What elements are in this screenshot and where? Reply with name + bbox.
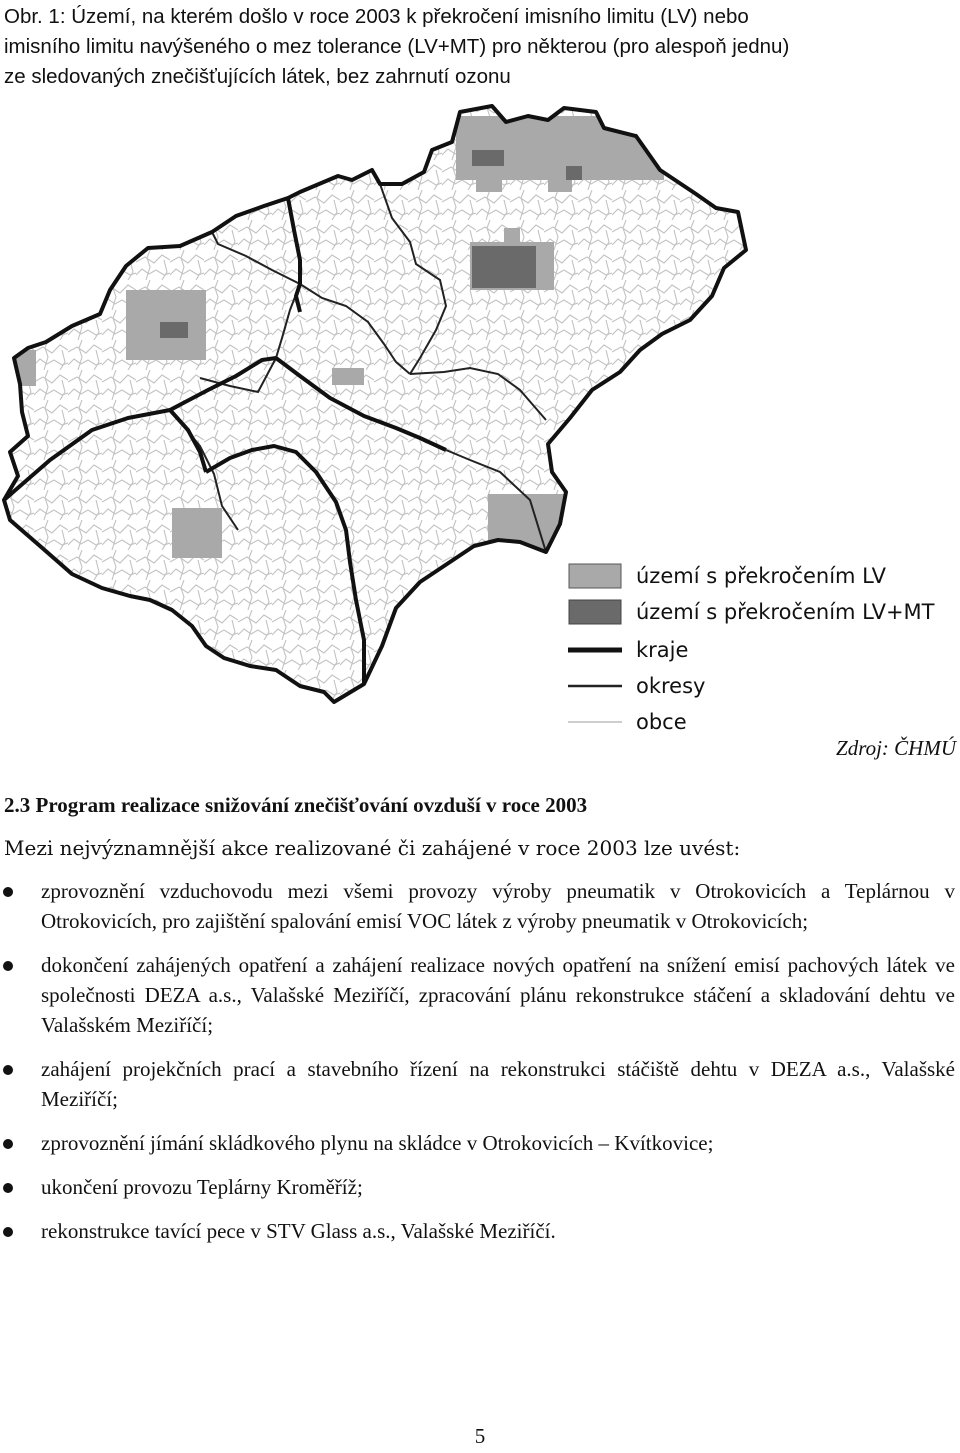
list-item-text: dokončení zahájených opatření a zahájení realizace nových opatření na snížení emisí pachových látek ve společnosti DEZA a.s., Valašské Meziříčí, zpracování plánu rekonstrukce stáčení a skladování dehtu ve Valašském Meziříčí; (41, 953, 955, 1037)
legend-line-okresy (568, 672, 622, 700)
caption-line-2: imisního limitu navýšeného o mez tolerance (LV+MT) pro některou (pro alespoň jednu) (4, 35, 790, 58)
list-item-text: rekonstrukce tavící pece v STV Glass a.s., Valašské Meziříčí. (41, 1219, 556, 1243)
list-item (0, 1172, 955, 1202)
bullet-icon (3, 961, 13, 971)
caption-line-3: ze sledovaných znečišťujících látek, bez zahrnutí ozonu (4, 65, 511, 88)
list-item (0, 1128, 955, 1158)
legend-label-obce: obce (636, 710, 687, 734)
legend-line-obce (568, 708, 622, 736)
list-item-text: zahájení projekčních prací a stavebního řízení na rekonstrukci stáčiště dehtu v DEZA a.s., Valašské Meziříčí; (41, 1057, 955, 1111)
bullet-icon (3, 1227, 13, 1237)
legend-label-lv: území s překročením LV (636, 564, 886, 588)
legend-label-lv-mt: území s překročením LV+MT (636, 600, 935, 624)
bullet-icon (3, 887, 13, 897)
legend-item-okresy (568, 672, 960, 708)
list-item-text: zprovoznění jímání skládkového plynu na skládce v Otrokovicích – Kvítkovice; (41, 1131, 714, 1155)
legend-item-kraje (568, 636, 960, 672)
list-item-text: ukončení provozu Teplárny Kroměříž; (41, 1175, 363, 1199)
legend-swatch-lv (568, 562, 622, 590)
caption-line-1: Obr. 1: Území, na kterém došlo v roce 2003 k překročení imisního limitu (LV) nebo (4, 5, 749, 28)
list-item (0, 950, 955, 1040)
bullet-icon (3, 1183, 13, 1193)
legend-item-lv-mt (568, 598, 960, 634)
figure-caption (4, 2, 956, 92)
map-figure (0, 100, 960, 780)
bullet-icon (3, 1139, 13, 1149)
list-item-text: zprovoznění vzduchovodu mezi všemi provozy výroby pneumatik v Otrokovicích a Teplárnou v Otrokovicích, pro zajištění spalování emisí VOC látek z výroby pneumatik v Otrokovicích; (41, 879, 955, 933)
bullet-icon (3, 1065, 13, 1075)
legend-item-lv (568, 562, 960, 598)
source-note: Zdroj: ČHMÚ (836, 736, 956, 760)
section-heading: 2.3 Program realizace snižování znečišťování ovzduší v roce 2003 (4, 793, 588, 817)
list-item (0, 1216, 955, 1246)
legend-label-kraje: kraje (636, 638, 689, 662)
section-intro: Mezi nejvýznamnější akce realizované či zahájené v roce 2003 lze uvést: (4, 836, 741, 860)
legend-swatch-lv-mt (568, 598, 622, 626)
legend-label-okresy: okresy (636, 674, 706, 698)
list-item (0, 876, 955, 936)
action-list (0, 876, 960, 1246)
legend-line-kraje (568, 636, 622, 664)
list-item (0, 1054, 955, 1114)
page-number: 5 (474, 1424, 486, 1448)
